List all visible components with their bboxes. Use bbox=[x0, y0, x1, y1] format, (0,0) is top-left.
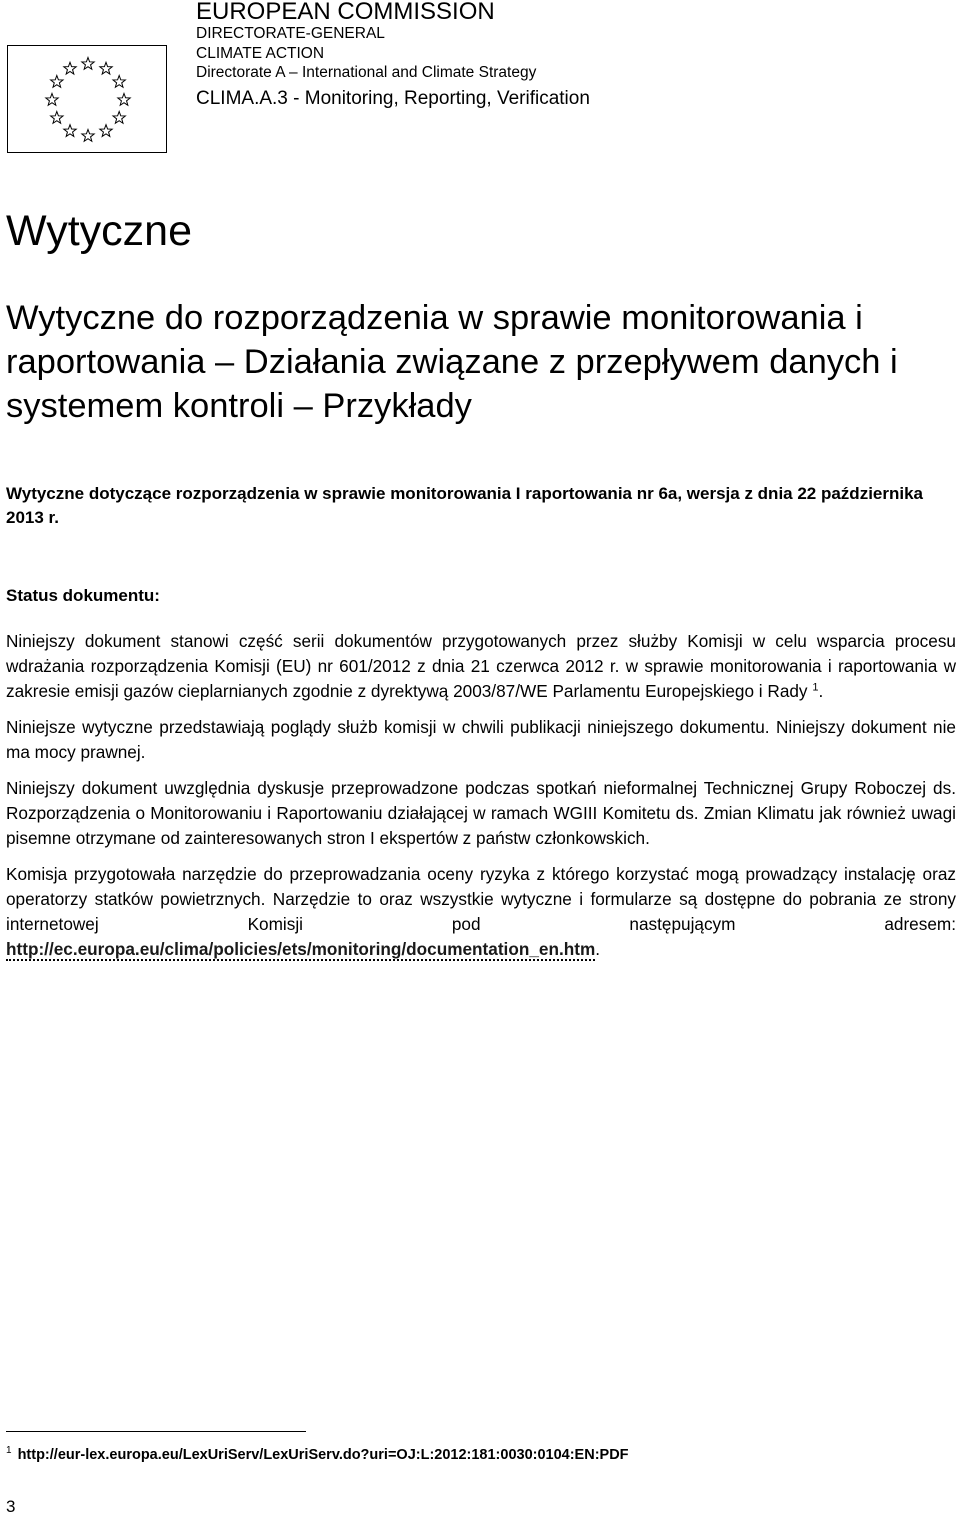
star-icon bbox=[64, 125, 76, 137]
status-paragraph-4-text: Komisja przygotowała narzędzie do przeprowadzania oceny ryzyka z którego korzystać mogą prowadzący instalację oraz operatorzy statków powietrznych. Narzędzie to oraz wszystkie wytyczne i formularze są dostępne do pobrania ze strony internetowej Komisji pod następującym adresem: bbox=[6, 864, 956, 934]
star-icon bbox=[113, 76, 125, 88]
unit-name: CLIMA.A.3 - Monitoring, Reporting, Verification bbox=[196, 87, 590, 109]
org-name: EUROPEAN COMMISSION bbox=[196, 0, 495, 25]
star-icon bbox=[100, 125, 112, 137]
star-icon bbox=[51, 76, 63, 88]
star-icon bbox=[51, 112, 63, 124]
star-icon bbox=[64, 62, 76, 74]
footnote-divider bbox=[6, 1431, 306, 1432]
document-subtitle: Wytyczne do rozporządzenia w sprawie monitorowania i raportowania – Działania związane z przepływem danych i systemem kontroli – Przykłady bbox=[6, 299, 898, 425]
status-body bbox=[6, 629, 956, 973]
star-icon bbox=[46, 94, 58, 106]
status-paragraph-1 bbox=[6, 629, 956, 704]
eu-logo bbox=[7, 45, 167, 153]
footnote-number: 1 bbox=[6, 1445, 12, 1456]
star-icon bbox=[118, 94, 130, 106]
footnote-link[interactable]: http://eur-lex.europa.eu/LexUriServ/LexUriServ.do?uri=OJ:L:2012:181:0030:0104:EN:PDF bbox=[17, 1447, 629, 1463]
footnote bbox=[6, 1441, 629, 1465]
status-paragraph-2: Niniejsze wytyczne przedstawiają poglądy służb komisji w chwili publikacji niniejszego dokumentu. Niniejszy dokument nie ma mocy prawnej. bbox=[6, 717, 956, 762]
link-period: . bbox=[595, 939, 601, 959]
dg-name: CLIMATE ACTION bbox=[196, 44, 325, 62]
footnote-ref[interactable]: 1 bbox=[812, 681, 819, 694]
star-icon bbox=[82, 130, 94, 142]
star-icon bbox=[82, 58, 94, 70]
page-number: 3 bbox=[6, 1497, 16, 1516]
header-block bbox=[196, 0, 590, 115]
star-icon bbox=[113, 112, 125, 124]
status-paragraph-1-text: Niniejszy dokument stanowi część serii dokumentów przygotowanych przez służby Komisji w celu wsparcia procesu wdrażania rozporządzenia Komisji (EU) nr 601/2012 z dnia 21 czerwca 2012 r. w sprawie monitorowania i raportowania w zakresie emisji gazów cieplarnianych zgodnie z dyrektywą 2003/87/WE Parlamentu Europejskiego i Rady bbox=[6, 631, 956, 701]
eu-flag-stars-icon bbox=[36, 54, 140, 146]
status-paragraph-3: Niniejszy dokument uwzględnia dyskusje przeprowadzone podczas spotkań nieformalnej Technicznej Grupy Roboczej ds. Rozporządzenia o Monitorowaniu i Raportowaniu działającej w ramach WGIII Komitetu ds. Zmian Klimatu jak również uwagi pisemne otrzymane od zainteresowanych stron I ekspertów z państw członkowskich. bbox=[6, 778, 956, 848]
dg-label: DIRECTORATE-GENERAL bbox=[196, 25, 385, 42]
directorate-name: Directorate A – International and Climate Strategy bbox=[196, 64, 537, 81]
star-icon bbox=[100, 62, 112, 74]
status-paragraph-4 bbox=[6, 862, 956, 962]
status-paragraph-1-end: . bbox=[818, 681, 824, 701]
status-heading: Status dokumentu: bbox=[6, 586, 160, 605]
version-note: Wytyczne dotyczące rozporządzenia w sprawie monitorowania I raportowania nr 6a, wersja z dnia 22 października 2013 r. bbox=[6, 484, 924, 527]
page-title: Wytyczne bbox=[6, 207, 192, 255]
documentation-link[interactable]: http://ec.europa.eu/clima/policies/ets/monitoring/documentation_en.htm bbox=[6, 939, 596, 959]
